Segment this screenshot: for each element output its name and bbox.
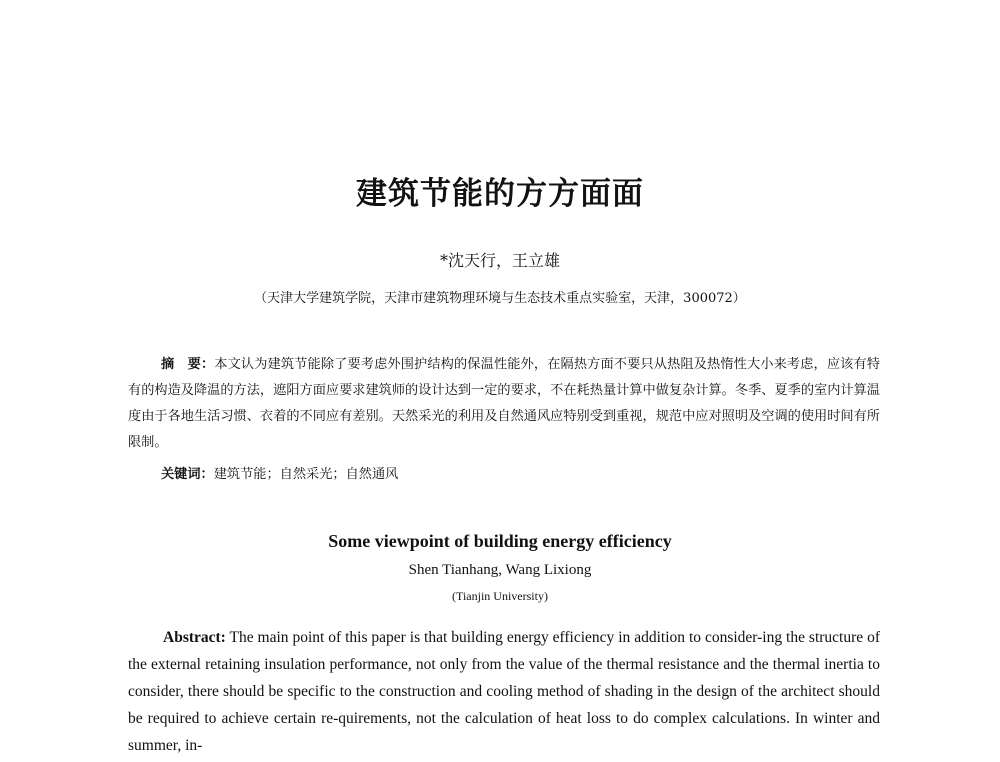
- abstract-cn-label: 摘 要：: [161, 357, 215, 372]
- abstract-en-label: Abstract:: [163, 629, 226, 646]
- keywords-cn: [128, 463, 880, 482]
- abstract-cn-text: 本文认为建筑节能除了要考虑外围护结构的保温性能外，在隔热方面不要只从热阻及热惰性大小来考虑，应该有特有的构造及降温的方法，遮阳方面应要求建筑师的设计达到一定的要求，不在耗热量计算中做复杂计算。冬季、夏季的室内计算温度由于各地生活习惯、衣着的不同应有差别。天然采光的利用及自然通风应特别受到重视，规范中应对照明及空调的使用时间有所限制。: [128, 357, 881, 450]
- abstract-en-text: The main point of this paper is that building energy efficiency in addition to consider-ing the structure of the external retaining insulation performance, not only from the value of the thermal resistance and the thermal inertia to consider, there should be specific to the construction and cooling method of shading in the design of the architect should be required to achieve certain re-quirements, not the calculation of heat loss to do complex calculations. In winter and summer, in-: [128, 629, 880, 754]
- keywords-cn-label: 关键词：: [161, 467, 214, 482]
- authors-cn: *沈天行，王立雄: [439, 251, 560, 270]
- authors-en: Shen Tianhang, Wang Lixiong: [408, 562, 592, 578]
- abstract-cn: [128, 352, 880, 456]
- abstract-en: [128, 624, 880, 759]
- affiliation-cn: （天津大学建筑学院，天津市建筑物理环境与生态技术重点实验室，天津，300072）: [254, 291, 746, 306]
- keywords-cn-text: 建筑节能；自然采光；自然通风: [213, 467, 399, 482]
- affiliation-en: (Tianjin University): [452, 589, 548, 603]
- paper-title-en: Some viewpoint of building energy efficiency: [328, 531, 672, 551]
- paper-title-cn: 建筑节能的方方面面: [356, 176, 644, 212]
